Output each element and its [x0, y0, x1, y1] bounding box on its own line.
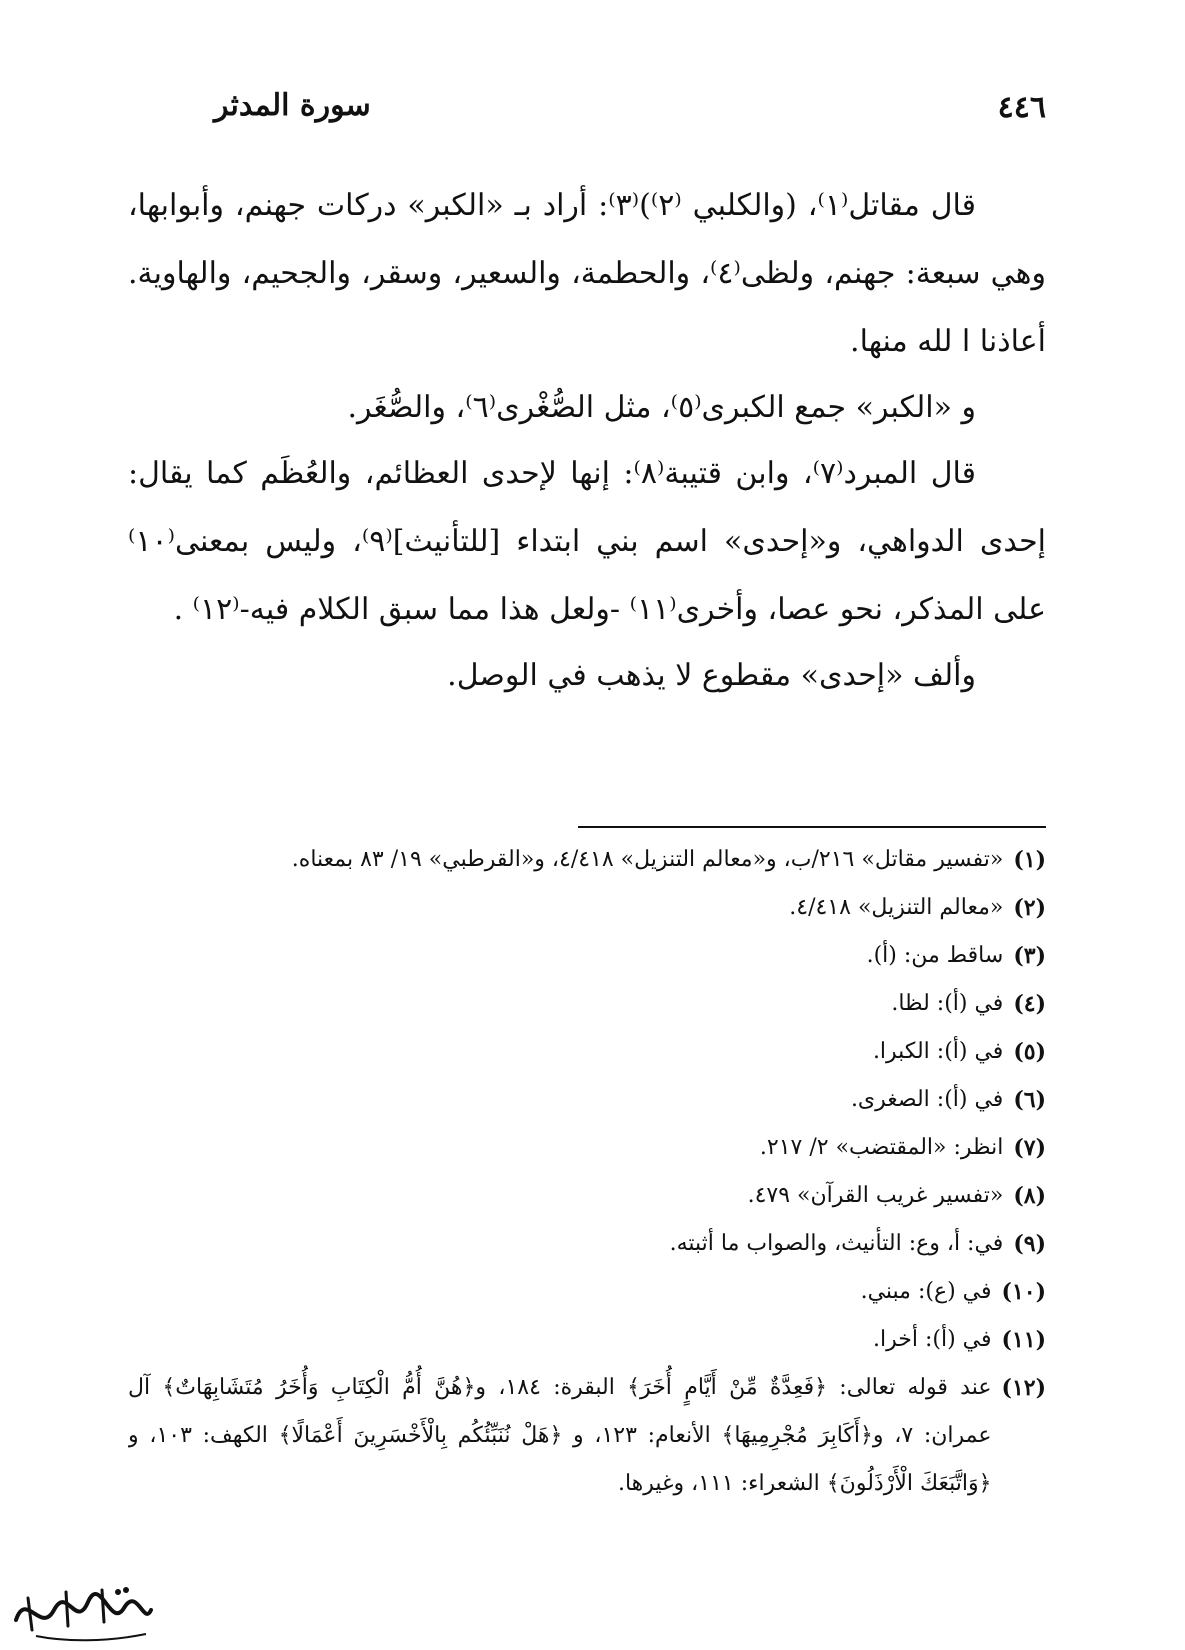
- footnote-text: عند قوله تعالى: ﴿فَعِدَّةٌ مِّنْ أَيَّامٍ أُخَرَ﴾ البقرة: ١٨٤، و﴿هُنَّ أُمُّ الْكِتَابِ وَأُخَرُ مُتَشَابِهَاتٌ﴾ آل عمران: ٧، و﴿أَكَابِرَ مُجْرِمِيهَا﴾ الأنعام: ١٢٣، و ﴿هَلْ نُنَبِّئُكُم بِالْأَخْسَرِينَ أَعْمَالًا﴾ الكهف: ١٠٣، و ﴿وَاتَّبَعَكَ الْأَرْذَلُونَ﴾ الشعراء: ١١١، وغيرها.: [128, 1375, 992, 1496]
- paragraph-4: وألف «إحدى» مقطوع لا يذهب في الوصل.: [447, 658, 976, 693]
- page-number: ٤٤٦: [997, 90, 1046, 125]
- footnotes: [128, 836, 1046, 1508]
- paragraph-1: قال مقاتل⁽١⁾، (والكلبي ⁽٢⁾)⁽٣⁾: أراد بـ «الكبر» دركات جهنم، وأبوابها، وهي سبعة: جهنم، ولظى⁽٤⁾، والحطمة، والسعير، وسقر، والجحيم، والهاوية. أعاذنا ا لله منها.: [128, 188, 1046, 359]
- footnote-3: [128, 932, 1046, 980]
- footnote-number: (٢): [1013, 895, 1046, 921]
- main-text: [128, 172, 1046, 710]
- footnote-text: في (أ): الكبرا.: [872, 1039, 1004, 1064]
- footnote-text: «تفسير غريب القرآن» ٤٧٩.: [747, 1183, 1004, 1208]
- footnote-10: [128, 1268, 1046, 1316]
- footnote-number: (٥): [1013, 1039, 1046, 1065]
- sura-title: سورة المدثر: [214, 88, 371, 123]
- footnote-6: [128, 1076, 1046, 1124]
- page-header: [128, 88, 1046, 138]
- footnote-text: انظر: «المقتضب» ٢/ ٢١٧.: [759, 1135, 1004, 1160]
- footnote-text: في (ع): مبني.: [860, 1279, 992, 1304]
- footnote-2: [128, 884, 1046, 932]
- footnote-9: [128, 1220, 1046, 1268]
- calligraphy-logo-icon: [6, 1580, 156, 1644]
- footnote-7: [128, 1124, 1046, 1172]
- paragraph-2: و «الكبر» جمع الكبرى⁽٥⁾، مثل الصُّغْرى⁽٦⁾، والصُّغَر.: [347, 390, 976, 425]
- footnote-number: (٦): [1013, 1087, 1046, 1113]
- footnote-number: (١٠): [1001, 1279, 1046, 1305]
- footnote-text: «معالم التنزيل» ٤/٤١٨.: [789, 895, 1004, 920]
- footnote-5: [128, 1028, 1046, 1076]
- footnote-text: في (أ): أخرا.: [873, 1327, 992, 1352]
- footnote-separator: [578, 826, 1046, 828]
- footnote-text: ساقط من: (أ).: [866, 943, 1004, 968]
- footnote-number: (٩): [1013, 1231, 1046, 1257]
- footnote-12: [128, 1364, 1046, 1508]
- footnote-text: في: أ، وع: التأنيث، والصواب ما أثبته.: [669, 1231, 1004, 1256]
- footnote-8: [128, 1172, 1046, 1220]
- paragraph-3: قال المبرد⁽٧⁾، وابن قتيبة⁽٨⁾: إنها لإحدى العظائم، والعُظَم كما يقال: إحدى الدواهي، و«إحدى» اسم بني ابتداء [للتأنيث]⁽٩⁾، وليس بمعنى⁽١٠⁾ على المذكر، نحو عصا، وأخرى⁽١١⁾ -ولعل هذا مما سبق الكلام فيه-⁽١٢⁾ .: [128, 456, 1046, 627]
- footnote-number: (٧): [1013, 1135, 1046, 1161]
- footnote-text: «تفسير مقاتل» ٢١٦/ب، و«معالم التنزيل» ٤/٤١٨، و«القرطبي» ١٩/ ٨٣ بمعناه.: [291, 847, 1004, 872]
- footnote-text: في (أ): الصغرى.: [850, 1087, 1004, 1112]
- footnote-text: في (أ): لظا.: [891, 991, 1004, 1016]
- footnote-number: (١٢): [1001, 1375, 1046, 1401]
- footnote-1: [128, 836, 1046, 884]
- footnote-number: (٤): [1013, 991, 1046, 1017]
- footnote-number: (١): [1013, 847, 1046, 873]
- footnote-number: (٣): [1013, 943, 1046, 969]
- footnote-number: (١١): [1001, 1327, 1046, 1353]
- footnote-11: [128, 1316, 1046, 1364]
- footnote-4: [128, 980, 1046, 1028]
- footnote-number: (٨): [1013, 1183, 1046, 1209]
